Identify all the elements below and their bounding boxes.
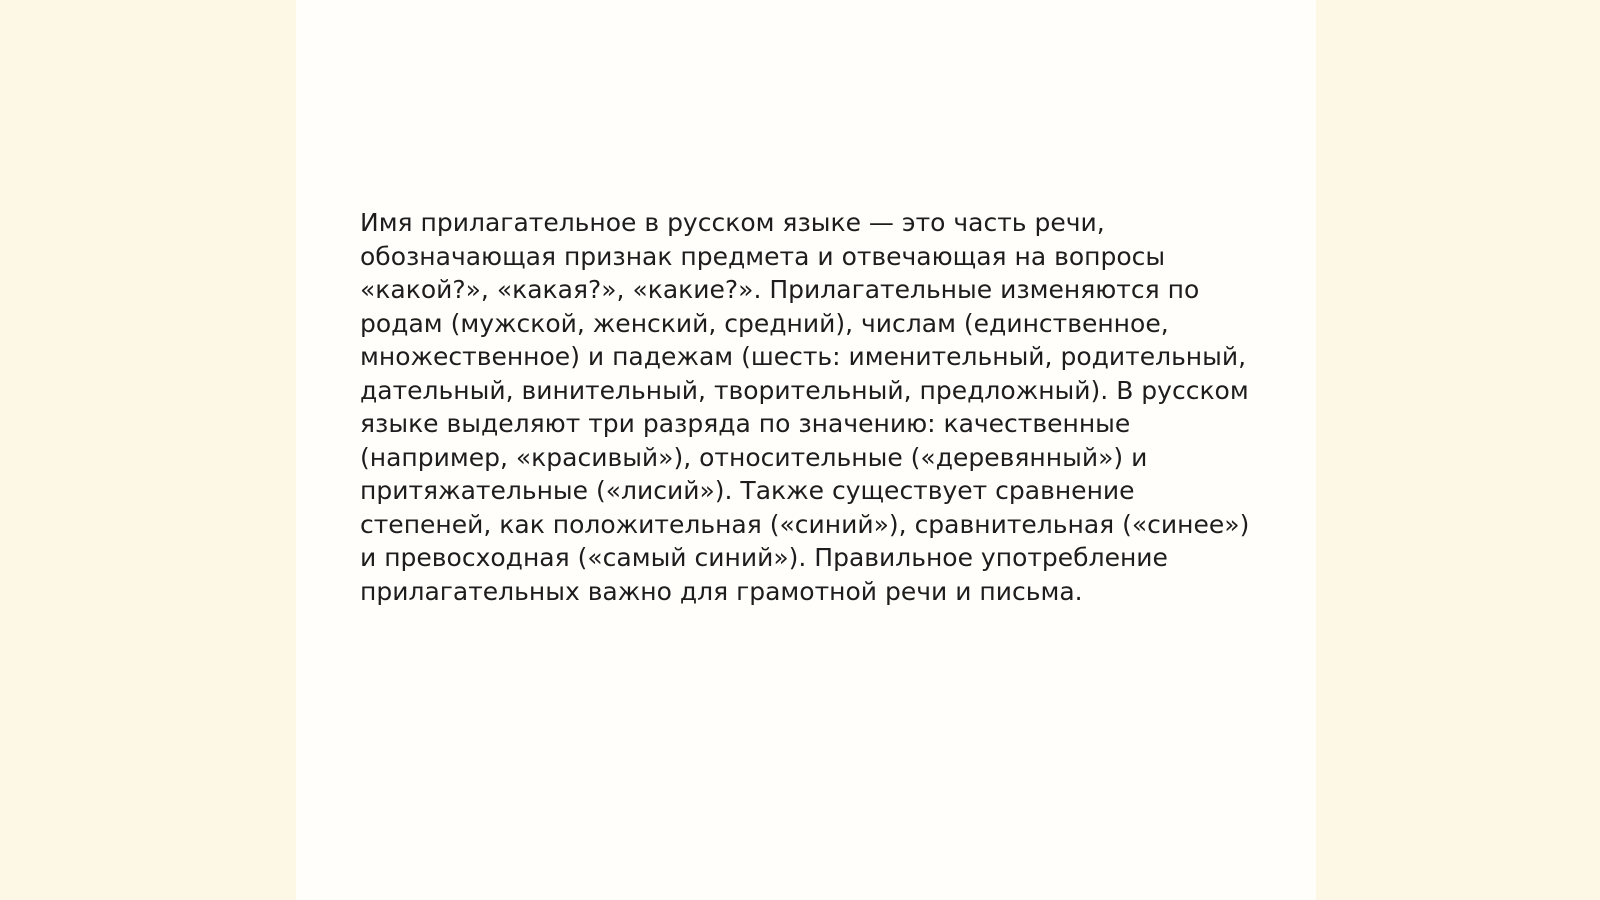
left-margin-background [0, 0, 296, 900]
body-paragraph: Имя прилагательное в русском языке — это часть речи, обозначающая признак предмета и отвечающая на вопросы «какой?», «какая?», «какие?». Прилагательные изменяются по родам (мужской, женский, средний), числам (единственное, множественное) и падежам (шесть: именительный, родительный, дательный, винительный, творительный, предложный). В русском языке выделяют три разряда по значению: качественные (например, «красивый»), относительные («деревянный») и притяжательные («лисий»). Также существует сравнение степеней, как положительная («синий»), сравнительная («синее») и превосходная («самый синий»). Правильное употребление прилагательных важно для грамотной речи и письма. [360, 208, 1250, 606]
right-margin-background [1316, 0, 1600, 900]
document-page [296, 0, 1316, 900]
